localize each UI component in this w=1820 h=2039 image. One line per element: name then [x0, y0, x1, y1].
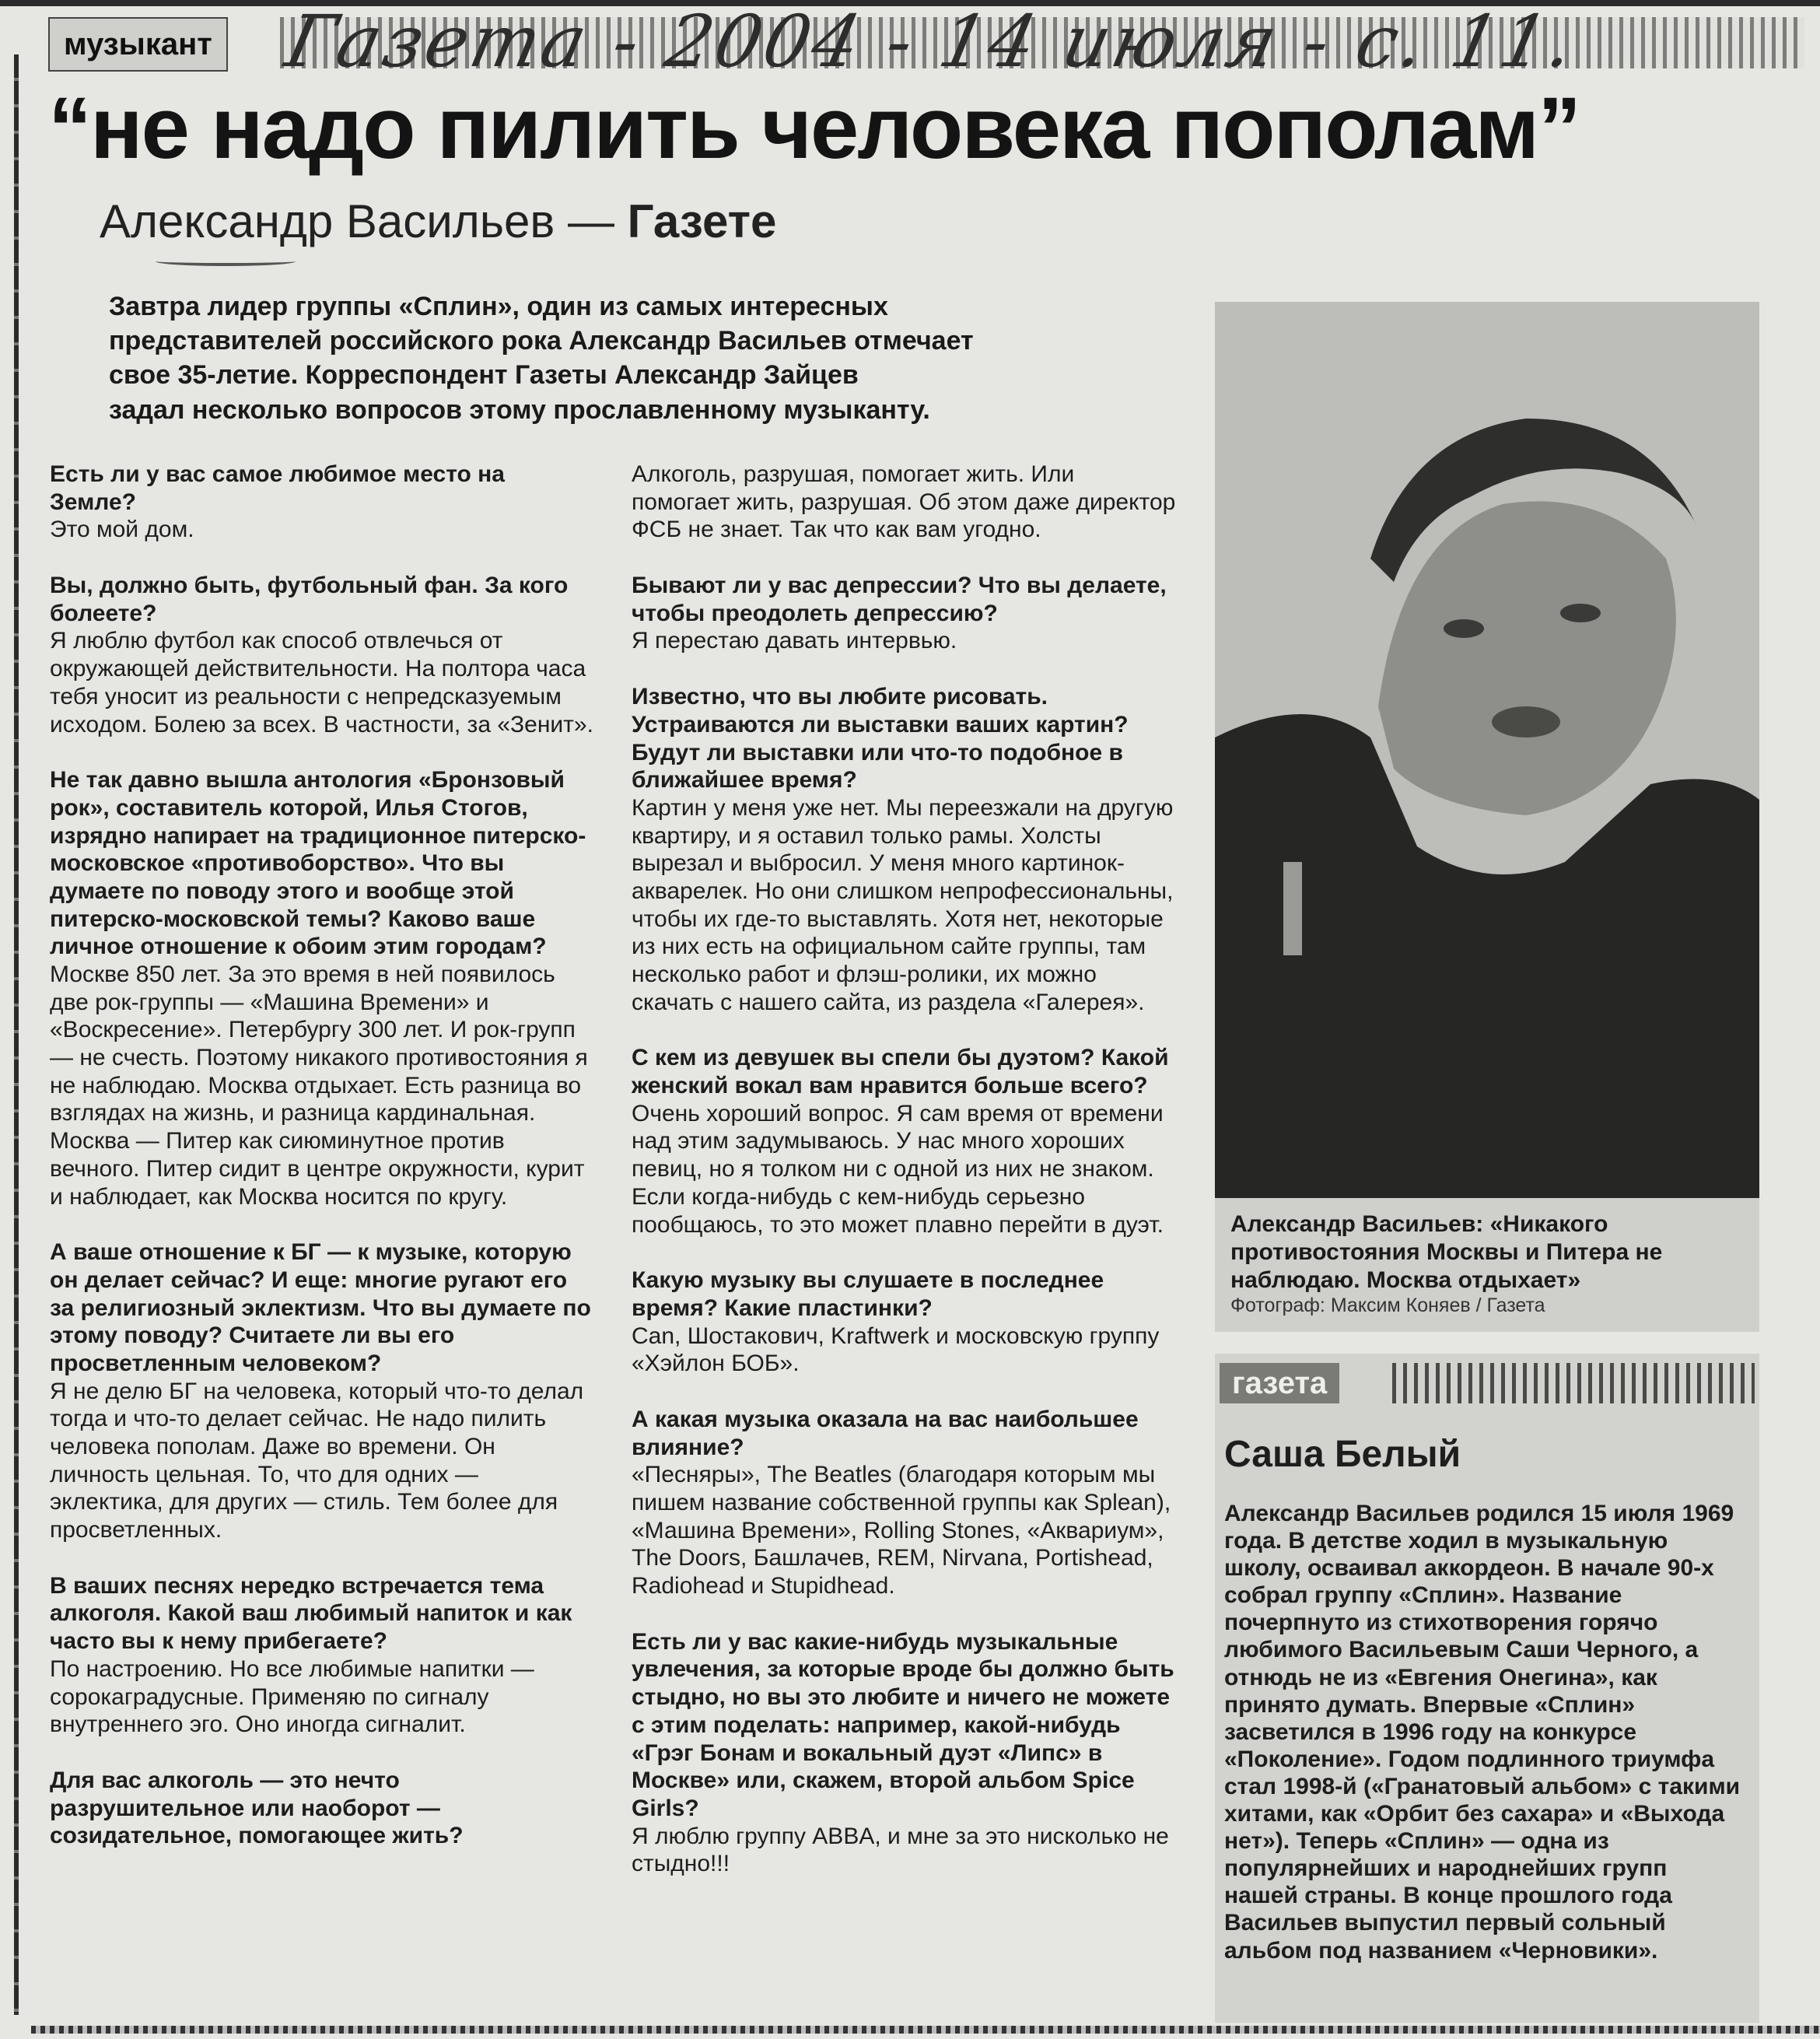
headline: “не надо пилить человека пополам”: [48, 79, 1580, 177]
question: Бывают ли у вас депрессии? Что вы делаете, чтобы преодолеть депрессию?: [632, 573, 1167, 626]
lead-line: Завтра лидер группы «Сплин», один из самых интересных: [109, 292, 888, 321]
answer: Я перестаю давать интервью.: [632, 628, 957, 654]
portrait-photo: [1215, 302, 1759, 1198]
answer: Это мой дом.: [50, 517, 194, 543]
sidebar-label: газета: [1220, 1363, 1339, 1403]
qa-block: [50, 572, 594, 738]
question: С кем из девушек вы спели бы дуэтом? Какой женский вокал вам нравится больше всего?: [632, 1045, 1169, 1099]
answer: Алкоголь, разрушая, помогает жить. Или помогает жить, разрушая. Об этом даже директор ФСБ не знает. Так что как вам угодно.: [632, 461, 1176, 543]
qa-block: [632, 1044, 1176, 1238]
qa-block: [632, 572, 1176, 655]
question: Для вас алкоголь — это нечто разрушительное или наоборот — созидательное, помогающее жить?: [50, 1767, 464, 1849]
pencil-underline: [156, 257, 296, 266]
left-margin-rule: [14, 54, 19, 2015]
sidebar-title: Саша Белый: [1224, 1434, 1461, 1475]
rubric-text: музыкант: [64, 26, 212, 61]
answer: Москве 850 лет. За это время в ней появилось две рок-группы — «Машина Времени» и «Воскресение». Петербургу 300 лет. И рок-групп — не счесть. Поэтому никакого противостояния я не наблюдаю. Москва отдыхает. Есть разница во взглядах на жизнь, и разница кардинальная. Москва — Питер как сиюминутное против вечного. Питер сидит в центре окружности, курит и наблюдает, как Москва носится по кругу.: [50, 962, 588, 1210]
bottom-rule: [31, 2026, 1820, 2034]
answer: Я люблю группу ABBA, и мне за это нисколько не стыдно!!!: [632, 1823, 1169, 1877]
qa-block: [632, 461, 1176, 544]
qa-block: [50, 1238, 594, 1544]
question: Известно, что вы любите рисовать. Устраиваются ли выставки ваших картин? Будут ли выставки или что-то подобное в ближайшее время?: [632, 684, 1129, 794]
photo-credit: Фотограф: Максим Коняев / Газета: [1230, 1295, 1545, 1316]
question: А какая музыка оказала на вас наибольшее влияние?: [632, 1406, 1139, 1460]
question: Есть ли у вас какие-нибудь музыкальные увлечения, за которые вроде бы должно быть стыдно, но вы это любите и ничего не можете с этим поделать: например, какой-нибудь «Грэг Бонам и вокальный дуэт «Липс» в Москве» или, скажем, второй альбом Spice Girls?: [632, 1628, 1174, 1821]
qa-block: [50, 461, 594, 544]
question: Какую музыку вы слушаете в последнее время? Какие пластинки?: [632, 1267, 1104, 1321]
qa-block: [632, 683, 1176, 1016]
lead-line: свое 35-летие. Корреспондент Газеты Александр Зайцев: [109, 360, 859, 391]
qa-block: [632, 1266, 1176, 1378]
byline: [100, 194, 776, 248]
sidebar-text: Александр Васильев родился 15 июля 1969 года. В детстве ходил в музыкальную школу, осваивал аккордеон. В начале 90-х собрал группу «Сплин». Название почерпнуто из стихотворения горячо любимого Васильевым Саши Черного, а отнюдь не из «Евгения Онегина», как принято думать. Впервые «Сплин» засветился в 1996 году на конкурсе «Поколение». Годом подлинного триумфа стал 1998-й («Гранатовый альбом» с такими хитами, как «Орбит без сахара» и «Выхода нет»). Теперь «Сплин» — одна из популярнейших и народнейших групп нашей страны. В конце прошлого года Васильев выпустил первый сольный альбом под названием «Черновики».: [1224, 1501, 1741, 1964]
answer: Я люблю футбол как способ отвлечься от окружающей действительности. На полтора часа тебя уносит из реальности с непредсказуемым исходом. Болею за всех. В частности, за «Зенит».: [50, 628, 593, 737]
qa-block: [632, 1406, 1176, 1600]
qa-block: [50, 766, 594, 1210]
answer: «Песняры», The Beatles (благодаря которым мы пишем название собственной группы как Splean), «Машина Времени», Rolling Stones, «Аквариум», The Doors, Башлачев, REM, Nirvana, Portishead, Radiohead и Stupidhead.: [632, 1462, 1171, 1599]
answer: Я не делю БГ на человека, который что-то делал тогда и что-то делает сейчас. Не надо пилить человека пополам. Даже во времени. Он личность цельная. То, что для одних — эклектика, для других — стиль. Тем более для просветленных.: [50, 1378, 584, 1543]
qa-block: [632, 1628, 1176, 1878]
interview-column-1: [50, 461, 594, 1878]
portrait-illustration: [1215, 302, 1759, 1198]
byline-dash: —: [555, 195, 628, 247]
lead-paragraph: [109, 289, 1198, 427]
question: А ваше отношение к БГ — к музыке, которую он делает сейчас? И еще: многие ругают его за религиозный эклектизм. Что вы думаете по этому поводу? Считаете ли вы его просветленным человеком?: [50, 1239, 591, 1376]
byline-outlet: Газете: [627, 195, 777, 247]
answer: Картин у меня уже нет. Мы переезжали на другую квартиру, и я оставил только рамы. Холсты вырезал и выбросил. У меня много картинок-акварелек. Но они слишком непрофессиональны, чтобы их где-то выставлять. Хотя нет, некоторые из них есть на официальном сайте группы, там несколько работ и флэш-ролики, их можно скачать с нашего сайта, из раздела «Галерея».: [632, 794, 1174, 1015]
qa-block: [50, 1572, 594, 1739]
lead-line: представителей российского рока Александр Васильев отмечает: [109, 326, 974, 356]
question: Есть ли у вас самое любимое место на Земле?: [50, 461, 505, 515]
question: Вы, должно быть, футбольный фан. За кого болеете?: [50, 573, 569, 626]
question: Не так давно вышла антология «Бронзовый рок», составитель которой, Илья Стогов, изрядно напирает на традиционное питерско-московское «противоборство». Что вы думаете по поводу этого и вообще этой питерско-московской темы? Каково ваше личное отношение к обоим этим городам?: [50, 767, 586, 960]
sidebar-hatch: [1392, 1363, 1755, 1403]
interview-column-2: [632, 461, 1176, 1906]
byline-author: Александр Васильев: [100, 195, 555, 247]
lead-line: задал несколько вопросов этому прославленному музыканту.: [109, 394, 930, 425]
question: В ваших песнях нередко встречается тема алкоголя. Какой ваш любимый напиток и как часто вы к нему прибегаете?: [50, 1572, 572, 1655]
photo-caption: Александр Васильев: «Никакого противостояния Москвы и Питера не наблюдаю. Москва отдыхает»: [1230, 1211, 1663, 1293]
answer: Can, Шостакович, Kraftwerk и московскую группу «Хэйлон БОБ».: [632, 1323, 1160, 1377]
answer: По настроению. Но все любимые напитки — сорокаградусные. Применяю по сигналу внутреннего эго. Оно иногда сигналит.: [50, 1655, 534, 1738]
handwritten-note: Газета - 2004 - 14 июля - с. 11.: [278, 0, 1585, 83]
rubric-label: [48, 17, 228, 72]
answer: Очень хороший вопрос. Я сам время от времени над этим задумываюсь. У нас много хороших певиц, но я толком ни с одной из них не знаком. Если когда-нибудь с кем-нибудь серьезно пообщаюсь, то это может плавно перейти в дуэт.: [632, 1100, 1164, 1238]
qa-block: [50, 1767, 594, 1850]
